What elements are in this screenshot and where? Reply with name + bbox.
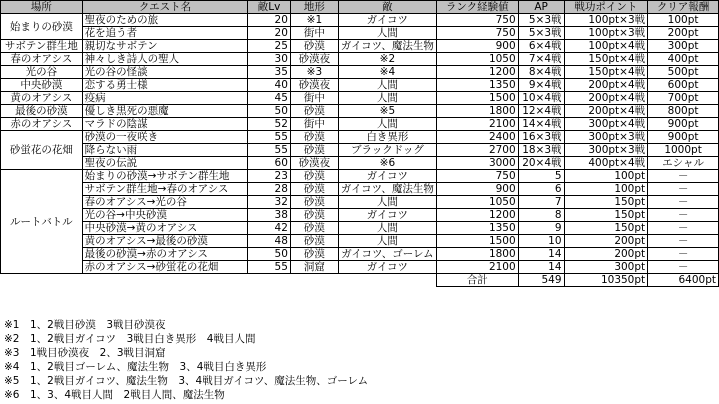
battle-points-cell: 100pt×3戦 bbox=[564, 27, 648, 40]
quest-name-cell: 疫病 bbox=[82, 92, 248, 105]
clear-reward-cell: － bbox=[648, 261, 719, 274]
place-cell: 赤のオアシス bbox=[1, 118, 83, 131]
enemy-level-cell: 45 bbox=[248, 92, 291, 105]
rank-exp-cell: 1500 bbox=[436, 235, 518, 248]
rank-exp-cell: 3000 bbox=[436, 157, 518, 170]
rank-exp-cell: 1200 bbox=[436, 209, 518, 222]
enemy-cell: ガイコツ bbox=[338, 261, 436, 274]
enemy-level-cell: 40 bbox=[248, 79, 291, 92]
total-label: 合計 bbox=[436, 274, 518, 287]
table-row bbox=[1, 157, 719, 170]
quest-name-cell: 始まりの砂漠→サボテン群生地 bbox=[82, 170, 248, 183]
enemy-level-cell: 23 bbox=[248, 170, 291, 183]
clear-reward-cell: － bbox=[648, 209, 719, 222]
clear-reward-cell: 900pt bbox=[648, 131, 719, 144]
battle-points-cell: 300pt bbox=[564, 261, 648, 274]
ap-cell: 20×4戦 bbox=[518, 157, 564, 170]
ap-cell: 7 bbox=[518, 196, 564, 209]
place-cell: 最後の砂漠 bbox=[1, 105, 83, 118]
clear-reward-cell: 300pt bbox=[648, 40, 719, 53]
enemy-cell: ガイコツ、魔法生物 bbox=[338, 40, 436, 53]
total-ap: 549 bbox=[518, 274, 564, 287]
enemy-cell: ガイコツ、ゴーレム bbox=[338, 248, 436, 261]
header-quest-name: クエスト名 bbox=[82, 1, 248, 14]
ap-cell: 12×4戦 bbox=[518, 105, 564, 118]
quest-name-cell: 降らない雨 bbox=[82, 144, 248, 157]
header-enemy: 敵 bbox=[338, 1, 436, 14]
enemy-cell: 人間 bbox=[338, 27, 436, 40]
terrain-cell: 砂漠 bbox=[290, 196, 338, 209]
table-row bbox=[1, 40, 719, 53]
terrain-cell: 砂漠夜 bbox=[290, 79, 338, 92]
ap-cell: 5×3戦 bbox=[518, 27, 564, 40]
battle-points-cell: 200pt×4戦 bbox=[564, 79, 648, 92]
rank-exp-cell: 2700 bbox=[436, 144, 518, 157]
table-row bbox=[1, 118, 719, 131]
table-row bbox=[1, 183, 719, 196]
header-place: 場所 bbox=[1, 1, 83, 14]
battle-points-cell: 100pt×3戦 bbox=[564, 14, 648, 27]
table-row bbox=[1, 131, 719, 144]
battle-points-cell: 150pt bbox=[564, 222, 648, 235]
enemy-level-cell: 50 bbox=[248, 105, 291, 118]
quest-name-cell: 聖夜のための旅 bbox=[82, 14, 248, 27]
rank-exp-cell: 1800 bbox=[436, 248, 518, 261]
total-reward: 6400pt bbox=[648, 274, 719, 287]
enemy-cell: ガイコツ bbox=[338, 14, 436, 27]
rank-exp-cell: 1350 bbox=[436, 79, 518, 92]
battle-points-cell: 100pt×4戦 bbox=[564, 40, 648, 53]
clear-reward-cell: 500pt bbox=[648, 66, 719, 79]
ap-cell: 5 bbox=[518, 170, 564, 183]
header-terrain: 地形 bbox=[290, 1, 338, 14]
quest-name-cell: 中央砂漠→黄のオアシス bbox=[82, 222, 248, 235]
quest-name-cell: 黄のオアシス→最後の砂漠 bbox=[82, 235, 248, 248]
quest-name-cell: 親切なサボテン bbox=[82, 40, 248, 53]
clear-reward-cell: － bbox=[648, 235, 719, 248]
clear-reward-cell: － bbox=[648, 196, 719, 209]
enemy-level-cell: 48 bbox=[248, 235, 291, 248]
header-battle-points: 戦功ポイント bbox=[564, 1, 648, 14]
place-cell: ルートバトル bbox=[1, 170, 83, 274]
battle-points-cell: 150pt bbox=[564, 196, 648, 209]
place-cell: 砂蛍花の花畑 bbox=[1, 131, 83, 170]
enemy-level-cell: 25 bbox=[248, 40, 291, 53]
terrain-cell: 砂漠 bbox=[290, 222, 338, 235]
battle-points-cell: 150pt×4戦 bbox=[564, 53, 648, 66]
enemy-cell: 人間 bbox=[338, 79, 436, 92]
enemy-cell: ガイコツ、魔法生物 bbox=[338, 183, 436, 196]
quest-name-cell: 光の谷の怪談 bbox=[82, 66, 248, 79]
clear-reward-cell: エシャル bbox=[648, 157, 719, 170]
terrain-cell: 砂漠 bbox=[290, 170, 338, 183]
footnote: ※2 1、2戦目ガイコツ 3戦目白き異形 4戦目人間 bbox=[4, 333, 256, 345]
battle-points-cell: 400pt×4戦 bbox=[564, 157, 648, 170]
ap-cell: 5×3戦 bbox=[518, 14, 564, 27]
terrain-cell: 砂漠夜 bbox=[290, 157, 338, 170]
ap-cell: 16×3戦 bbox=[518, 131, 564, 144]
terrain-cell: 砂漠 bbox=[290, 183, 338, 196]
enemy-level-cell: 55 bbox=[248, 261, 291, 274]
terrain-cell: ※1 bbox=[290, 14, 338, 27]
clear-reward-cell: 400pt bbox=[648, 53, 719, 66]
rank-exp-cell: 900 bbox=[436, 40, 518, 53]
battle-points-cell: 300pt×4戦 bbox=[564, 118, 648, 131]
ap-cell: 9×4戦 bbox=[518, 79, 564, 92]
header-row bbox=[1, 1, 719, 14]
quest-name-cell: マラドの陰謀 bbox=[82, 118, 248, 131]
battle-points-cell: 150pt bbox=[564, 209, 648, 222]
table-row bbox=[1, 235, 719, 248]
terrain-cell: 砂漠 bbox=[290, 40, 338, 53]
rank-exp-cell: 1050 bbox=[436, 53, 518, 66]
enemy-level-cell: 38 bbox=[248, 209, 291, 222]
ap-cell: 8×4戦 bbox=[518, 66, 564, 79]
rank-exp-cell: 2400 bbox=[436, 131, 518, 144]
table-row bbox=[1, 66, 719, 79]
enemy-level-cell: 32 bbox=[248, 196, 291, 209]
total-points: 10350pt bbox=[564, 274, 648, 287]
quest-name-cell: 恋する勇士様 bbox=[82, 79, 248, 92]
battle-points-cell: 200pt×4戦 bbox=[564, 105, 648, 118]
battle-points-cell: 200pt bbox=[564, 248, 648, 261]
enemy-cell: 人間 bbox=[338, 118, 436, 131]
table-body bbox=[1, 14, 719, 287]
enemy-cell: ブラックドッグ bbox=[338, 144, 436, 157]
enemy-cell: ※2 bbox=[338, 53, 436, 66]
rank-exp-cell: 1200 bbox=[436, 66, 518, 79]
table-row bbox=[1, 209, 719, 222]
rank-exp-cell: 750 bbox=[436, 27, 518, 40]
terrain-cell: 街中 bbox=[290, 118, 338, 131]
header-rank-exp: ランク経験値 bbox=[436, 1, 518, 14]
battle-points-cell: 300pt×3戦 bbox=[564, 144, 648, 157]
place-cell: 春のオアシス bbox=[1, 53, 83, 66]
header-enemy-level: 敵Lv bbox=[248, 1, 291, 14]
enemy-cell: 人間 bbox=[338, 235, 436, 248]
rank-exp-cell: 2100 bbox=[436, 261, 518, 274]
footnote: ※3 1戦目砂漠夜 2、3戦目洞窟 bbox=[4, 347, 166, 359]
table-row bbox=[1, 170, 719, 183]
enemy-level-cell: 20 bbox=[248, 14, 291, 27]
terrain-cell: 砂漠 bbox=[290, 248, 338, 261]
battle-points-cell: 150pt×4戦 bbox=[564, 66, 648, 79]
ap-cell: 10 bbox=[518, 235, 564, 248]
rank-exp-cell: 2100 bbox=[436, 118, 518, 131]
ap-cell: 14 bbox=[518, 248, 564, 261]
ap-cell: 7×4戦 bbox=[518, 53, 564, 66]
totals-row bbox=[1, 274, 719, 287]
table-row bbox=[1, 248, 719, 261]
table-row bbox=[1, 79, 719, 92]
table-row bbox=[1, 105, 719, 118]
terrain-cell: 砂漠 bbox=[290, 209, 338, 222]
enemy-level-cell: 20 bbox=[248, 27, 291, 40]
terrain-cell: 洞窟 bbox=[290, 261, 338, 274]
enemy-cell: ※4 bbox=[338, 66, 436, 79]
ap-cell: 6×4戦 bbox=[518, 40, 564, 53]
table-row bbox=[1, 222, 719, 235]
terrain-cell: 砂漠 bbox=[290, 131, 338, 144]
enemy-level-cell: 35 bbox=[248, 66, 291, 79]
place-cell: 始まりの砂漠 bbox=[1, 14, 83, 40]
battle-points-cell: 200pt×4戦 bbox=[564, 92, 648, 105]
ap-cell: 18×3戦 bbox=[518, 144, 564, 157]
clear-reward-cell: 1000pt bbox=[648, 144, 719, 157]
clear-reward-cell: 100pt bbox=[648, 14, 719, 27]
enemy-cell: ガイコツ bbox=[338, 170, 436, 183]
ap-cell: 8 bbox=[518, 209, 564, 222]
place-cell: サボテン群生地 bbox=[1, 40, 83, 53]
place-cell: 黄のオアシス bbox=[1, 92, 83, 105]
footnote: ※6 1、3、4戦目人間 2戦目人間、魔法生物 bbox=[4, 389, 225, 401]
table-row bbox=[1, 261, 719, 274]
clear-reward-cell: 900pt bbox=[648, 118, 719, 131]
ap-cell: 14 bbox=[518, 261, 564, 274]
quest-name-cell: 砂漠の一夜咲き bbox=[82, 131, 248, 144]
table-row bbox=[1, 196, 719, 209]
footnote: ※4 1、2戦目ゴーレム、魔法生物 3、4戦目白き異形 bbox=[4, 361, 267, 373]
clear-reward-cell: － bbox=[648, 170, 719, 183]
quest-name-cell: 花を追う者 bbox=[82, 27, 248, 40]
table-row bbox=[1, 144, 719, 157]
enemy-level-cell: 50 bbox=[248, 248, 291, 261]
enemy-level-cell: 55 bbox=[248, 131, 291, 144]
enemy-level-cell: 60 bbox=[248, 157, 291, 170]
clear-reward-cell: 200pt bbox=[648, 27, 719, 40]
quest-name-cell: 春のオアシス→光の谷 bbox=[82, 196, 248, 209]
terrain-cell: 砂漠 bbox=[290, 235, 338, 248]
clear-reward-cell: － bbox=[648, 183, 719, 196]
quest-name-cell: 最後の砂漠→赤のオアシス bbox=[82, 248, 248, 261]
quest-name-cell: 聖夜の伝説 bbox=[82, 157, 248, 170]
battle-points-cell: 200pt bbox=[564, 235, 648, 248]
enemy-cell: ガイコツ bbox=[338, 209, 436, 222]
clear-reward-cell: 700pt bbox=[648, 92, 719, 105]
enemy-level-cell: 28 bbox=[248, 183, 291, 196]
enemy-level-cell: 52 bbox=[248, 118, 291, 131]
clear-reward-cell: 800pt bbox=[648, 105, 719, 118]
clear-reward-cell: － bbox=[648, 222, 719, 235]
rank-exp-cell: 750 bbox=[436, 170, 518, 183]
quest-name-cell: 光の谷→中央砂漠 bbox=[82, 209, 248, 222]
rank-exp-cell: 1350 bbox=[436, 222, 518, 235]
header-clear-reward: クリア報酬 bbox=[648, 1, 719, 14]
quest-name-cell: サボテン群生地→春のオアシス bbox=[82, 183, 248, 196]
ap-cell: 6 bbox=[518, 183, 564, 196]
clear-reward-cell: － bbox=[648, 248, 719, 261]
enemy-level-cell: 55 bbox=[248, 144, 291, 157]
terrain-cell: 砂漠 bbox=[290, 105, 338, 118]
enemy-cell: 白き異形 bbox=[338, 131, 436, 144]
rank-exp-cell: 750 bbox=[436, 14, 518, 27]
table-row bbox=[1, 14, 719, 27]
enemy-cell: ※5 bbox=[338, 105, 436, 118]
footnote: ※5 1、2戦目ガイコツ、魔法生物 3、4戦目ガイコツ、魔法生物、ゴーレム bbox=[4, 375, 369, 387]
enemy-cell: 人間 bbox=[338, 92, 436, 105]
table-row bbox=[1, 27, 719, 40]
enemy-cell: ※6 bbox=[338, 157, 436, 170]
battle-points-cell: 300pt×3戦 bbox=[564, 131, 648, 144]
quest-name-cell: 神々しき詩人の聖人 bbox=[82, 53, 248, 66]
enemy-cell: 人間 bbox=[338, 222, 436, 235]
header-ap: AP bbox=[518, 1, 564, 14]
enemy-cell: 人間 bbox=[338, 196, 436, 209]
enemy-level-cell: 42 bbox=[248, 222, 291, 235]
footnote: ※1 1、2戦目砂漠 3戦目砂漠夜 bbox=[4, 319, 166, 331]
table-row bbox=[1, 53, 719, 66]
quest-name-cell: 赤のオアシス→砂蛍花の花畑 bbox=[82, 261, 248, 274]
rank-exp-cell: 1800 bbox=[436, 105, 518, 118]
terrain-cell: ※3 bbox=[290, 66, 338, 79]
clear-reward-cell: 600pt bbox=[648, 79, 719, 92]
enemy-level-cell: 30 bbox=[248, 53, 291, 66]
footnotes bbox=[4, 318, 368, 402]
terrain-cell: 街中 bbox=[290, 27, 338, 40]
quest-name-cell: 優しき黒死の悪魔 bbox=[82, 105, 248, 118]
table-row bbox=[1, 92, 719, 105]
rank-exp-cell: 1500 bbox=[436, 92, 518, 105]
terrain-cell: 砂漠 bbox=[290, 144, 338, 157]
battle-points-cell: 100pt bbox=[564, 183, 648, 196]
rank-exp-cell: 900 bbox=[436, 183, 518, 196]
ap-cell: 10×4戦 bbox=[518, 92, 564, 105]
terrain-cell: 街中 bbox=[290, 92, 338, 105]
battle-points-cell: 100pt bbox=[564, 170, 648, 183]
place-cell: 光の谷 bbox=[1, 66, 83, 79]
terrain-cell: 砂漠夜 bbox=[290, 53, 338, 66]
rank-exp-cell: 1050 bbox=[436, 196, 518, 209]
place-cell: 中央砂漠 bbox=[1, 79, 83, 92]
ap-cell: 14×4戦 bbox=[518, 118, 564, 131]
ap-cell: 9 bbox=[518, 222, 564, 235]
